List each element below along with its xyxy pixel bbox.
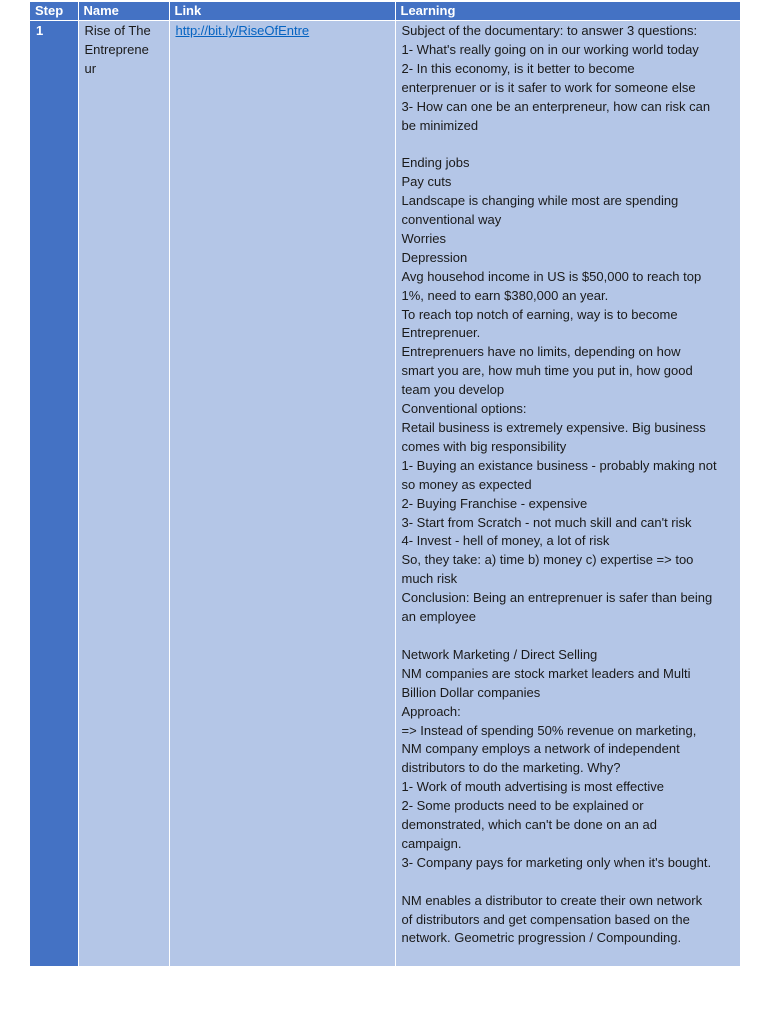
header-name: Name (78, 2, 169, 21)
learning-line: 2- In this economy, is it better to become (401, 60, 635, 76)
learning-cell (395, 21, 740, 966)
learning-line: Depression (401, 249, 468, 265)
step-number: 1 (36, 23, 44, 38)
learning-line: Pay cuts (401, 174, 452, 190)
notes-table (30, 2, 740, 966)
learning-line: Conventional options: (401, 401, 527, 417)
table-header (30, 2, 740, 21)
step-cell (30, 21, 78, 966)
learning-line: of distributors and get compensation based on the (401, 911, 690, 927)
learning-line: 2- Buying Franchise - expensive (401, 495, 588, 511)
learning-line: much risk (401, 571, 458, 587)
learning-line: an employee (401, 609, 476, 625)
name-line: ur (84, 60, 97, 76)
learning-line: Entreprenuers have no limits, depending on how (401, 344, 681, 360)
learning-line: 2- Some products need to be explained or (401, 798, 644, 814)
learning-line: NM enables a distributor to create their own network (401, 892, 703, 908)
header-row (30, 2, 740, 21)
learning-line: Avg househod income in US is $50,000 to reach top (401, 268, 702, 284)
learning-line: 1- Work of mouth advertising is most effective (401, 779, 665, 795)
learning-line: 1- What's really going on in our working world today (401, 41, 699, 57)
learning-line: so money as expected (401, 476, 532, 492)
learning-line: 1%, need to earn $380,000 an year. (401, 287, 609, 303)
learning-line: Retail business is extremely expensive. Big business (401, 420, 706, 436)
learning-line: 3- Start from Scratch - not much skill and can't risk (401, 514, 692, 530)
learning-line: comes with big responsibility (401, 438, 567, 454)
learning-line: enterprenuer or is it safer to work for someone else (401, 79, 696, 95)
learning-line: To reach top notch of earning, way is to become (401, 306, 678, 322)
learning-line (402, 135, 736, 154)
table-row (30, 21, 740, 966)
learning-line: 3- How can one be an enterpreneur, how can risk can (401, 98, 711, 114)
name-line: Rise of The (84, 23, 151, 38)
name-cell (78, 21, 169, 966)
table-body (30, 21, 740, 966)
learning-line: Conclusion: Being an entreprenuer is safer than being (401, 590, 713, 606)
learning-line: Landscape is changing while most are spending (401, 193, 679, 209)
learning-line: 1- Buying an existance business - probably making not (401, 457, 717, 473)
learning-line: Ending jobs (401, 155, 470, 171)
learning-line: team you develop (401, 382, 505, 398)
learning-line: be minimized (401, 117, 479, 133)
header-step: Step (30, 2, 78, 21)
learning-text (402, 22, 736, 948)
learning-line: Worries (401, 230, 447, 246)
learning-line: conventional way (401, 212, 502, 228)
learning-line (402, 873, 736, 892)
learning-line: distributors to do the marketing. Why? (401, 760, 621, 776)
learning-line (402, 627, 736, 646)
learning-line: 3- Company pays for marketing only when it's bought. (401, 854, 712, 870)
learning-line: NM companies are stock market leaders and Multi (401, 665, 691, 681)
header-link: Link (169, 2, 395, 21)
learning-line: campaign. (401, 835, 462, 851)
learning-line: Subject of the documentary: to answer 3 questions: (401, 23, 698, 38)
learning-line: smart you are, how muh time you put in, how good (401, 363, 693, 379)
header-learning: Learning (395, 2, 740, 21)
learning-line: demonstrated, which can't be done on an ad (401, 817, 657, 833)
learning-line: Billion Dollar companies (401, 684, 541, 700)
learning-line: Network Marketing / Direct Selling (401, 646, 598, 662)
learning-line: NM company employs a network of independent (401, 741, 680, 757)
learning-line: 4- Invest - hell of money, a lot of risk (401, 533, 610, 549)
learning-line: => Instead of spending 50% revenue on marketing, (401, 722, 697, 738)
learning-line: network. Geometric progression / Compounding. (401, 930, 682, 946)
documentary-link[interactable]: http://bit.ly/RiseOfEntre (175, 23, 310, 38)
name-line: Entreprene (84, 41, 149, 57)
learning-line: Entreprenuer. (401, 325, 481, 341)
learning-line: So, they take: a) time b) money c) expertise => too (401, 552, 694, 568)
learning-line: Approach: (401, 703, 461, 719)
link-cell (169, 21, 395, 966)
